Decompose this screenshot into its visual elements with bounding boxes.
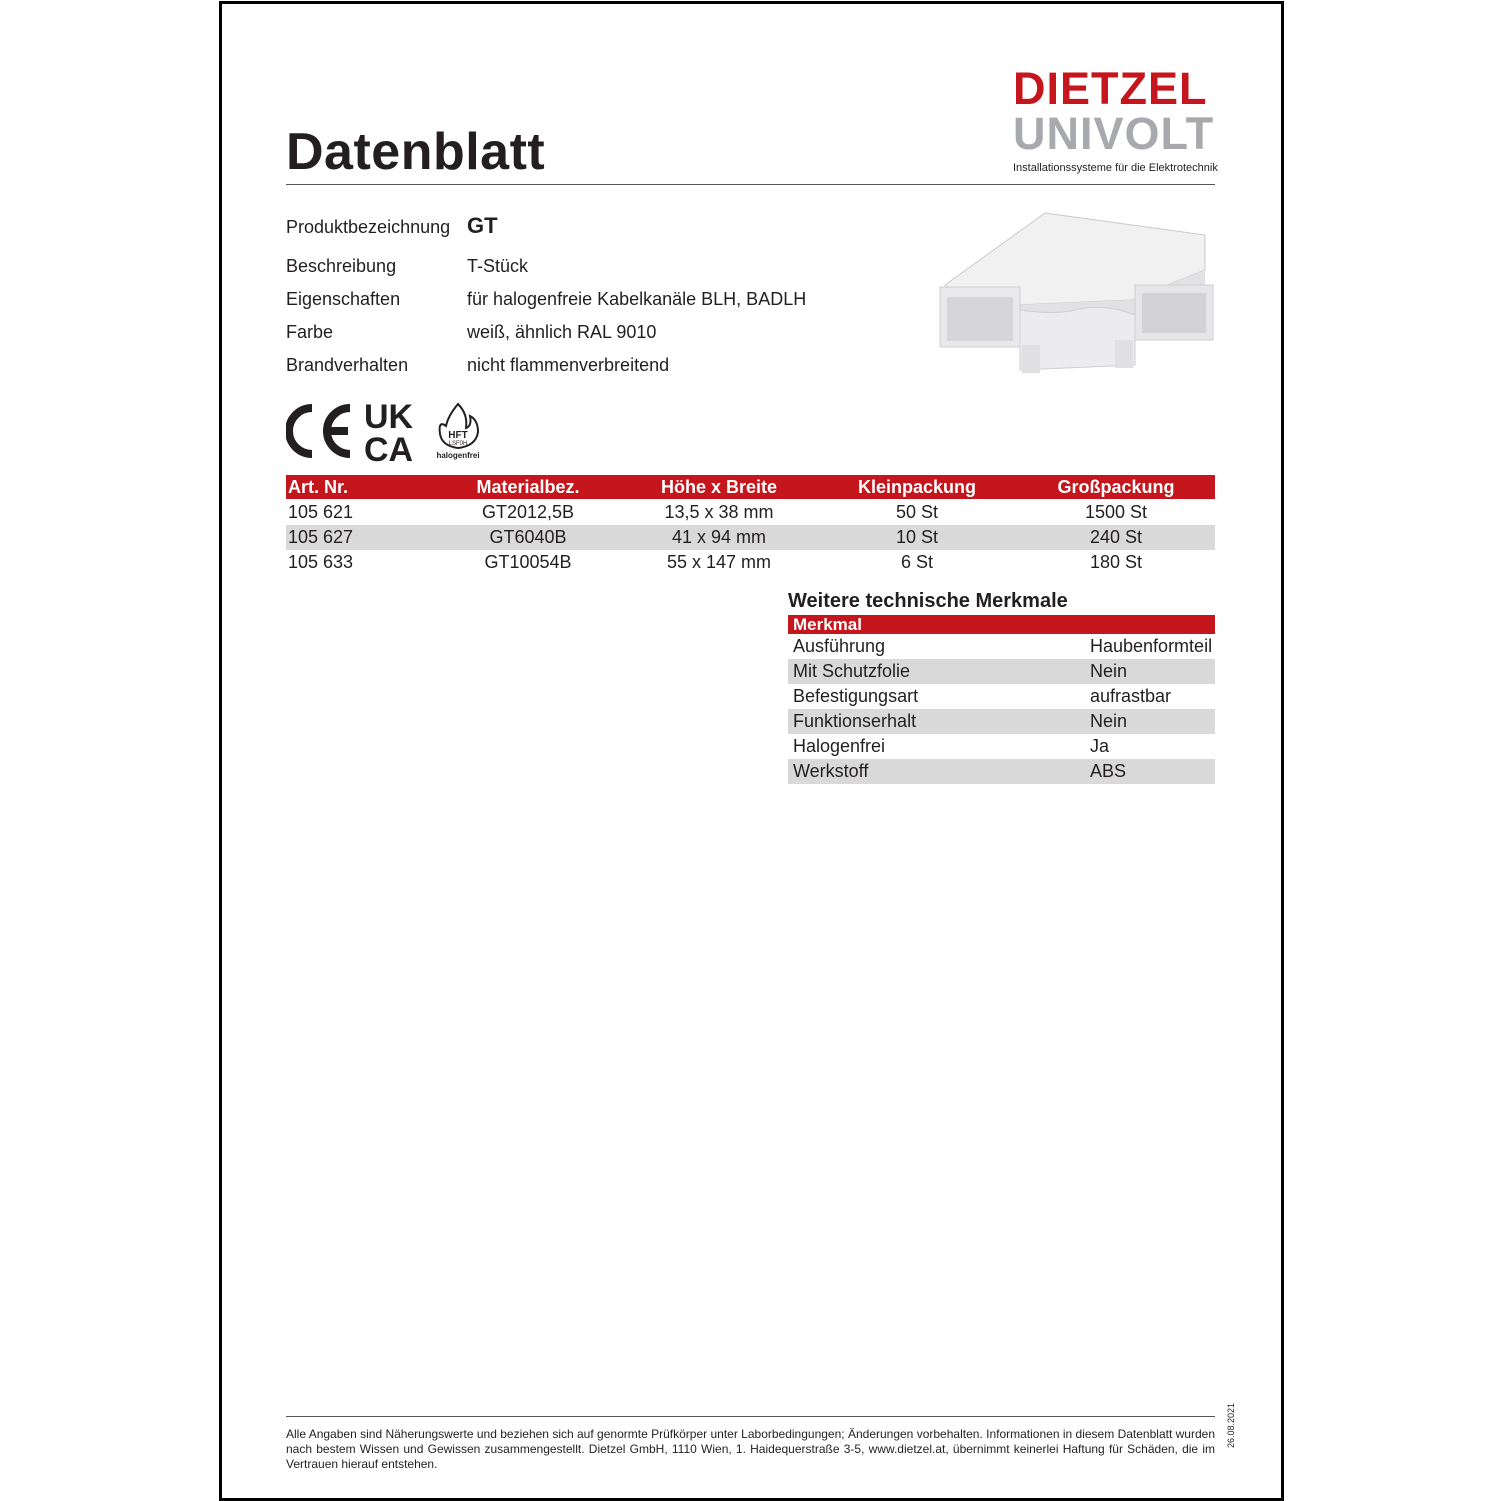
cell-art-nr: 105 633 bbox=[288, 552, 354, 572]
field-value-farbe: weiß, ähnlich RAL 9010 bbox=[467, 322, 657, 342]
halogen-free-flame-icon bbox=[436, 404, 479, 460]
field-label-brandverhalten: Brandverhalten bbox=[286, 355, 409, 375]
footer-divider bbox=[286, 1416, 1215, 1417]
table-row bbox=[286, 550, 1215, 575]
feature-row bbox=[788, 634, 1215, 659]
feature-value: ABS bbox=[1090, 761, 1127, 781]
cell-grosspackung: 180 St bbox=[1089, 552, 1143, 572]
feature-name: Befestigungsart bbox=[793, 686, 919, 706]
column-header-hoehe-breite: Höhe x Breite bbox=[660, 477, 778, 497]
field-label-beschreibung: Beschreibung bbox=[286, 256, 397, 276]
cell-art-nr: 105 627 bbox=[288, 527, 354, 547]
cell-hoehe-breite: 41 x 94 mm bbox=[671, 527, 767, 547]
cell-grosspackung: 1500 St bbox=[1084, 502, 1148, 522]
features-table-header bbox=[788, 615, 1215, 634]
logo-dietzel: DIETZEL bbox=[1013, 63, 1208, 114]
cell-materialbez: GT10054B bbox=[484, 552, 572, 572]
cell-art-nr: 105 621 bbox=[288, 502, 354, 522]
feature-name: Halogenfrei bbox=[793, 736, 886, 756]
column-header-art-nr: Art. Nr. bbox=[288, 477, 349, 497]
articles-table-header bbox=[286, 475, 1215, 499]
field-value-beschreibung: T-Stück bbox=[467, 256, 529, 276]
footer-disclaimer: Alle Angaben sind Näherungswerte und beziehen sich auf genormte Prüfkörper unter Laborbedingungen; Änderungen vorbehalten. Informationen in diesem Datenblatt wurden nach bestem Wissen und Gewissen zusammengestellt. Dietzel GmbH, 1110 Wien, 1. Haidequerstraße 3-5, www.dietzel.at, übernimmt keinerlei Haftung für Schäden, die im Vertrauen hierauf entstehen. bbox=[286, 1427, 1215, 1471]
cell-hoehe-breite: 13,5 x 38 mm bbox=[664, 502, 774, 522]
cell-kleinpackung: 6 St bbox=[900, 552, 934, 572]
feature-row bbox=[788, 709, 1215, 734]
ce-mark-icon bbox=[289, 408, 350, 454]
feature-value: Haubenformteil bbox=[1090, 636, 1213, 656]
document-date: 26.08.2021 bbox=[1226, 1402, 1236, 1448]
table-row bbox=[286, 500, 1215, 525]
feature-value: aufrastbar bbox=[1090, 686, 1172, 706]
ukca-line1: UK bbox=[364, 398, 414, 436]
feature-name: Funktionserhalt bbox=[793, 711, 917, 731]
field-label-farbe: Farbe bbox=[286, 322, 334, 342]
page-title: Datenblatt bbox=[286, 123, 546, 181]
cell-materialbez: GT2012,5B bbox=[481, 502, 575, 522]
feature-value: Ja bbox=[1090, 736, 1110, 756]
cell-materialbez: GT6040B bbox=[489, 527, 567, 547]
table-row bbox=[286, 525, 1215, 550]
column-header-kleinpackung: Kleinpackung bbox=[857, 477, 977, 497]
cell-kleinpackung: 50 St bbox=[895, 502, 939, 522]
field-label-eigenschaften: Eigenschaften bbox=[286, 289, 401, 309]
feature-name: Ausführung bbox=[793, 636, 886, 656]
logo-univolt: UNIVOLT bbox=[1013, 108, 1215, 159]
feature-value: Nein bbox=[1090, 661, 1128, 681]
field-value-eigenschaften: für halogenfreie Kabelkanäle BLH, BADLH bbox=[467, 289, 807, 309]
feature-value: Nein bbox=[1090, 711, 1128, 731]
field-value-brandverhalten: nicht flammenverbreitend bbox=[467, 355, 670, 375]
column-header-grosspackung: Großpackung bbox=[1057, 477, 1175, 497]
ukca-line2: CA bbox=[364, 431, 414, 464]
halogenfrei-text: halogenfrei bbox=[436, 451, 480, 460]
feature-name: Mit Schutzfolie bbox=[793, 661, 911, 681]
column-header-materialbez: Materialbez. bbox=[476, 477, 580, 497]
header-divider bbox=[286, 184, 1215, 185]
feature-row bbox=[788, 759, 1215, 784]
cell-hoehe-breite: 55 x 147 mm bbox=[666, 552, 772, 572]
feature-row bbox=[788, 684, 1215, 709]
feature-row bbox=[788, 734, 1215, 759]
product-image-t-piece bbox=[935, 205, 1220, 380]
lsf0h-text: LSF0H bbox=[448, 441, 468, 447]
feature-name: Werkstoff bbox=[793, 761, 869, 781]
logo-tagline: Installationssysteme für die Elektrotechnik bbox=[1013, 162, 1218, 174]
feature-row bbox=[788, 659, 1215, 684]
product-name-value: GT bbox=[467, 213, 498, 238]
hft-text: HFT bbox=[448, 430, 468, 441]
cell-kleinpackung: 10 St bbox=[895, 527, 939, 547]
column-header-merkmal: Merkmal bbox=[793, 615, 862, 634]
cell-grosspackung: 240 St bbox=[1089, 527, 1143, 547]
features-title: Weitere technische Merkmale bbox=[788, 590, 1068, 612]
certification-marks bbox=[286, 398, 486, 464]
product-name-label: Produktbezeichnung bbox=[286, 217, 451, 237]
